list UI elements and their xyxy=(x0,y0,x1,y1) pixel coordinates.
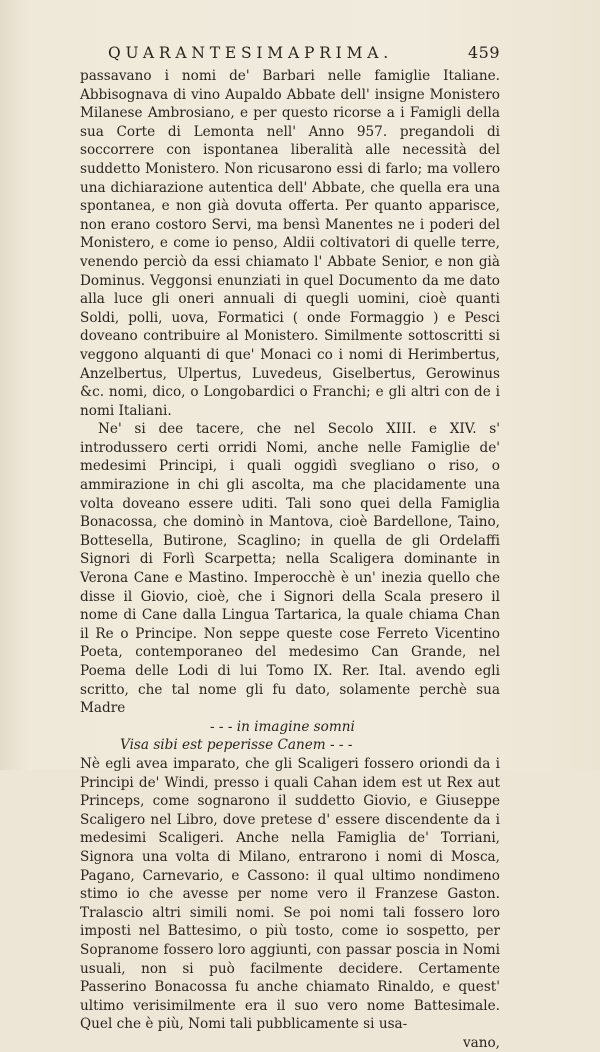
body-text xyxy=(80,67,500,1052)
paragraph: Nè egli avea imparato, che gli Scaligeri fossero oriondi da i Principi de' Windi, presso i quali Cahan idem est ut Rex aut Princeps, come sognarono il suddetto Giovio, e Giuseppe Scaligero nel Libro, dove pretese d' essere discendente da i medesimi Scaligeri. Anche nella Famiglia de' Torriani, Signora una volta di Milano, entrarono i nomi di Mosca, Pagano, Carnevario, e Cassono: il qual ultimo nondimeno stimo io che avesse per nome vero il Franzese Gaston. Tralascio altri simili nomi. Se poi nomi tali fossero loro imposti nel Battesimo, o più tosto, come io sospetto, per Sopranome fossero loro aggiunti, con passar poscia in Nomi usuali, non si può facilmente decidere. Certamente Passerino Bonacossa fu anche chiamato Rinaldo, e quest' ultimo verisimilmente era il suo vero nome Battesimale. Quel che è più, Nomi tali pubblicamente si usa- xyxy=(80,755,500,1033)
paragraph: Ne' si dee tacere, che nel Secolo XIII. e XIV. s' introdussero certi orridi Nomi, anche nelle Famiglie de' medesimi Principi, i quali oggidì svegliano o riso, o ammirazione in chi gli ascolta, ma che placidamente una volta doveano essere uditi. Tali sono quei della Famiglia Bonacossa, che dominò in Mantova, cioè Bardellone, Taino, Bottesella, Butirone, Scaglino; in quella de gli Ordelaffi Signori di Forlì Scarpetta; nella Scaligera dominante in Verona Cane e Mastino. Imperocchè è un' inezia quello che disse il Giovio, cioè, che i Signori della Scala presero il nome di Cane dalla Lingua Tartarica, la quale chiama Chan il Re o Principe. Non seppe queste cose Ferreto Vicentino Poeta, contemporaneo del medesimo Can Grande, nel Poema delle Lodi di lui Tomo IX. Rer. Ital. avendo egli scritto, che tal nome gli fu dato, solamente perchè sua Madre xyxy=(80,421,500,717)
page-number: 459 xyxy=(467,43,500,62)
verse-line: - - - in imagine somni xyxy=(210,718,355,735)
page-header xyxy=(108,43,500,62)
verse-line: Visa sibi est peperisse Canem - - - xyxy=(120,737,353,754)
verse-quote xyxy=(80,718,500,755)
running-title: QUARANTESIMAPRIMA. xyxy=(108,44,393,62)
paragraph: passavano i nomi de' Barbari nelle famiglie Italiane. Abbisognava di vino Aupaldo Abbate dell' insigne Monistero Milanese Ambrosiano, e per questo ricorse a i Famigli della sua Corte di Lemonta nell' Anno 957. pregandoli di soccorrere con ispontanea liberalità alle necessità del suddetto Monistero. Non ricusarono essi di farlo; ma vollero una dichiarazione autentica dell' Abbate, che quella era una spontanea, e non già dovuta offerta. Per quanto apparisce, non erano costoro Servi, ma bensì Manentes ne i poderi del Monistero, e come io penso, Aldii coltivatori di quelle terre, venendo perciò da essi chiamato l' Abbate Senior, e non già Dominus. Veggonsi enunziati in quel Documento da me dato alla luce gli oneri annuali di quegli uomini, cioè quanti Soldi, polli, uova, Formatici ( onde Formaggio ) e Pesci doveano contribuire al Monistero. Similmente sottoscritti si veggono alquanti di que' Monaci co i nomi di Herimbertus, Anzelbertus, Ulpertus, Luvedeus, Giselbertus, Gerowinus &c. nomi, dico, o Longobardici o Franchi; e gli altri con de i nomi Italiani. xyxy=(80,68,500,419)
catchword: vano, xyxy=(462,1034,500,1051)
